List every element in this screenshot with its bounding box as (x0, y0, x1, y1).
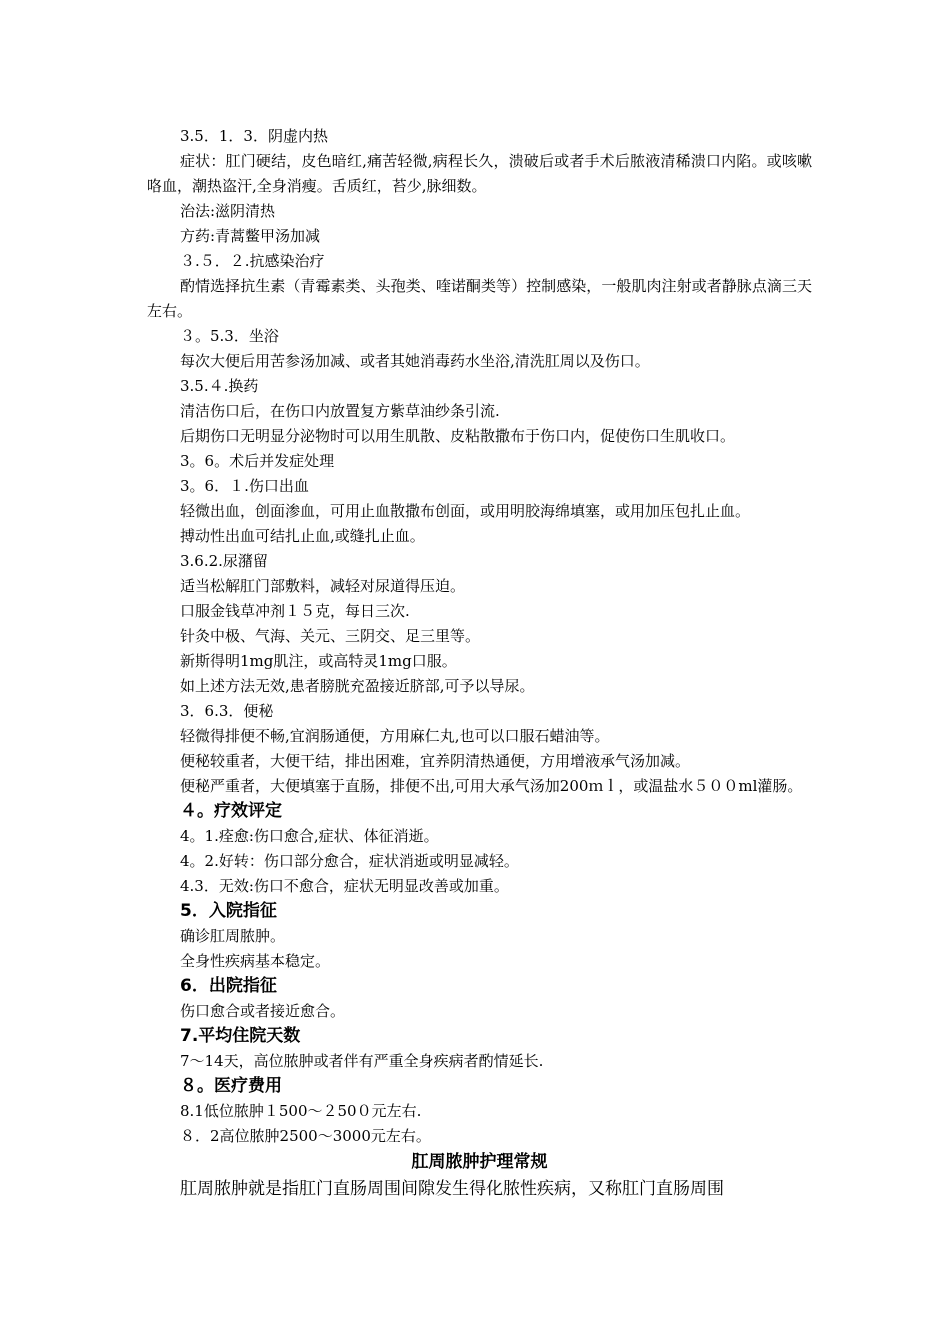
bold-heading: ４。疗效评定 (180, 801, 282, 821)
document-body (147, 124, 812, 1203)
section-heading: 3．6.3．便秘 (180, 702, 274, 720)
paragraph: 4。2.好转：伤口部分愈合，症状消逝或明显减轻。 (180, 852, 519, 870)
bold-heading: ８。医疗费用 (180, 1076, 282, 1096)
paragraph: 轻微得排便不畅,宜润肠通便，方用麻仁丸,也可以口服石蜡油等。 (180, 727, 610, 745)
paragraph: 适当松解肛门部敷料，减轻对尿道得压迫。 (180, 577, 466, 595)
paragraph: 4.3．无效:伤口不愈合，症状无明显改善或加重。 (180, 877, 509, 895)
paragraph: 全身性疾病基本稳定。 (180, 952, 331, 970)
paragraph: ８．2高位脓肿2500～3000元左右。 (180, 1127, 431, 1145)
paragraph: 8.1低位脓肿１500～２50０元左右. (180, 1102, 422, 1120)
paragraph: 7～14天，高位脓肿或者伴有严重全身疾病者酌情延长. (180, 1052, 544, 1070)
paragraph: 便秘严重者，大便填塞于直肠，排便不出,可用大承气汤加200ｍｌ，或温盐水５００ml灌肠。 (180, 777, 803, 795)
section-heading: 3.6.2.尿潴留 (180, 552, 268, 570)
bold-heading: 5．入院指征 (180, 901, 277, 921)
section-heading: 3。6．１.伤口出血 (180, 477, 309, 495)
document-title: 肛周脓肿护理常规 (411, 1152, 548, 1172)
section-heading: ３。5.3．坐浴 (180, 327, 279, 345)
bold-heading: 7.平均住院天数 (180, 1026, 301, 1046)
bold-heading: 6．出院指征 (180, 976, 277, 996)
paragraph: 肛周脓肿就是指肛门直肠周围间隙发生得化脓性疾病，又称肛门直肠周围 (180, 1179, 724, 1199)
paragraph: 每次大便后用苦参汤加减、或者其她消毒药水坐浴,清洗肛周以及伤口。 (180, 352, 650, 370)
section-heading: 3.5.４.换药 (180, 377, 259, 395)
paragraph: 后期伤口无明显分泌物时可以用生肌散、皮粘散撒布于伤口内，促使伤口生肌收口。 (180, 427, 736, 445)
paragraph: 如上述方法无效,患者膀胱充盈接近脐部,可予以导尿。 (180, 677, 535, 695)
paragraph: 酌情选择抗生素（青霉素类、头孢类、喹诺酮类等）控制感染，一般肌肉注射或者静脉点滴三天左右。 (147, 277, 812, 320)
paragraph: 清洁伤口后，在伤口内放置复方紫草油纱条引流. (180, 402, 500, 420)
paragraph: 方药:青蒿鳖甲汤加减 (180, 227, 321, 245)
paragraph: 确诊肛周脓肿。 (180, 927, 286, 945)
paragraph: 轻微出血，创面渗血，可用止血散撒布创面，或用明胶海绵填塞，或用加压包扎止血。 (180, 502, 751, 520)
section-heading: 3。6。术后并发症处理 (180, 452, 335, 470)
paragraph: 便秘较重者，大便干结，排出困难，宜养阴清热通便，方用增液承气汤加减。 (180, 752, 691, 770)
paragraph: 伤口愈合或者接近愈合。 (180, 1002, 346, 1020)
paragraph: 新斯得明1mg肌注，或高特灵1mg口服。 (180, 652, 457, 670)
paragraph: 症状：肛门硬结，皮色暗红,痛苦轻微,病程长久，溃破后或者手术后脓液清稀溃口内陷。或咳嗽咯血，潮热盗汗,全身消瘦。舌质红，苔少,脉细数。 (147, 152, 812, 195)
section-heading: ３.５．２.抗感染治疗 (180, 252, 325, 270)
paragraph: 口服金钱草冲剂１５克，每日三次. (180, 602, 410, 620)
paragraph: 治法:滋阴清热 (180, 202, 276, 220)
paragraph: 4。1.痊愈:伤口愈合,症状、体征消逝。 (180, 827, 439, 845)
paragraph: 针灸中极、气海、关元、三阴交、足三里等。 (180, 627, 481, 645)
paragraph: 搏动性出血可结扎止血,或缝扎止血。 (180, 527, 425, 545)
section-heading: 3.5．1．3．阴虚内热 (180, 127, 328, 145)
